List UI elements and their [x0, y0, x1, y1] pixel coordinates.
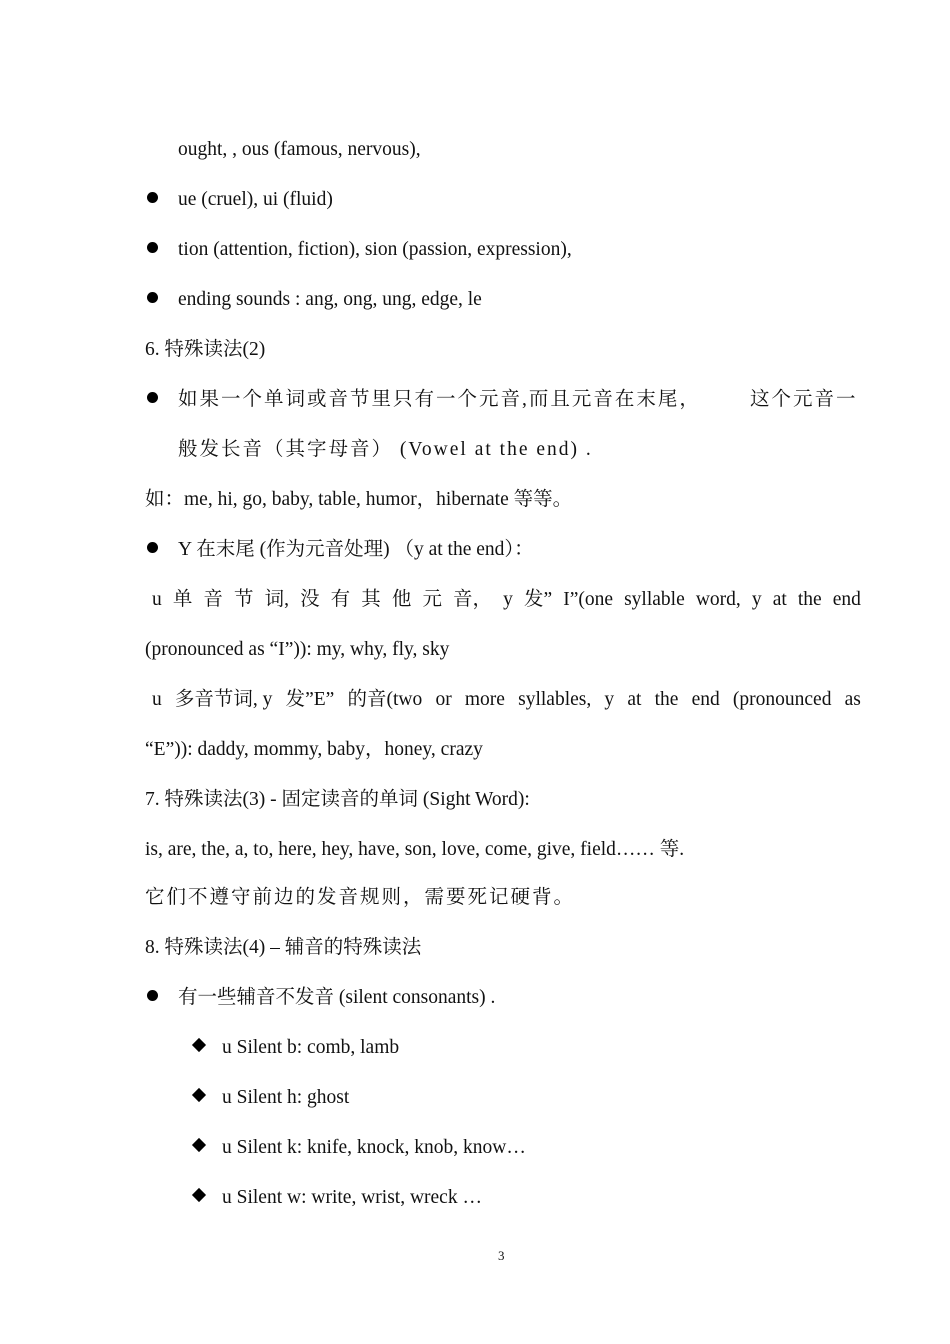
example-line: 如：me, hi, go, baby, table, humor，hibernate 等等。	[145, 489, 573, 510]
word: (pronounced	[732, 689, 832, 710]
word: end	[832, 589, 861, 610]
section-heading: 6. 特殊读法(2)	[145, 339, 266, 360]
sub-bullet-text: u Silent b: comb, lamb	[222, 1037, 400, 1058]
word: y	[604, 689, 615, 710]
bullet-text: ending sounds : ang, ong, ung, edge, le	[178, 289, 482, 310]
word: end	[691, 689, 720, 710]
sub-bullet-text: u Silent h: ghost	[222, 1087, 350, 1108]
word: word,	[695, 589, 741, 610]
word: 没	[300, 589, 320, 610]
page-number: 3	[498, 1248, 505, 1263]
bullet-icon	[147, 392, 158, 403]
word: 音	[203, 589, 223, 610]
word: I”(one	[563, 589, 614, 610]
bullet-text: 有一些辅音不发音 (silent consonants) .	[178, 987, 496, 1008]
word: the	[797, 589, 822, 610]
justified-line	[152, 686, 861, 714]
bullet-icon	[147, 990, 158, 1001]
text-line: (pronounced as “I”)): my, why, fly, sky	[145, 639, 450, 660]
word: more	[464, 689, 505, 710]
sub-bullet-text: u Silent k: knife, knock, knob, know…	[222, 1137, 526, 1158]
sub-bullet-text: u Silent w: write, wrist, wreck …	[222, 1187, 482, 1208]
word: y	[751, 589, 762, 610]
word: syllables,	[518, 689, 592, 710]
word: 其	[361, 589, 381, 610]
bullet-text: Y 在末尾 (作为元音处理) （y at the end）：	[178, 539, 534, 560]
word: 节	[234, 589, 254, 610]
word: 有	[330, 589, 351, 610]
bullet-icon	[147, 292, 158, 303]
bullet-icon	[147, 242, 158, 253]
text-line: ought, , ous (famous, nervous),	[178, 139, 421, 160]
text-line: is, are, the, a, to, here, hey, have, son, love, come, give, field…… 等.	[145, 839, 685, 860]
word: 的音(two	[347, 689, 423, 710]
bullet-text: ue (cruel), ui (fluid)	[178, 189, 333, 210]
word: the	[654, 689, 679, 710]
bullet-icon	[147, 542, 158, 553]
word: at	[627, 689, 642, 710]
bullet-text-line2: 般发长音（其字母音） (Vowel at the end) .	[178, 439, 593, 460]
word: y	[503, 589, 513, 610]
diamond-bullet-icon	[192, 1038, 206, 1052]
text-line: 它们不遵守前边的发音规则，需要死记硬背。	[145, 887, 576, 908]
word: 多音节词, y	[174, 689, 273, 710]
word: 元	[422, 589, 442, 610]
justified-line	[152, 586, 861, 614]
bullet-icon	[147, 192, 158, 203]
word: at	[772, 589, 787, 610]
text-line: “E”)): daddy, mommy, baby，honey, crazy	[145, 739, 483, 760]
section-heading: 7. 特殊读法(3) - 固定读音的单词 (Sight Word):	[145, 789, 530, 810]
word: 单	[172, 589, 193, 610]
diamond-bullet-icon	[192, 1138, 206, 1152]
word: 他	[391, 589, 412, 610]
word: u	[152, 589, 162, 610]
word: u	[152, 689, 162, 710]
diamond-bullet-icon	[192, 1088, 206, 1102]
word: 词,	[264, 589, 289, 610]
word: or	[435, 689, 452, 710]
word: as	[844, 689, 861, 710]
diamond-bullet-icon	[192, 1188, 206, 1202]
word: syllable	[624, 589, 685, 610]
word: 发”	[523, 589, 553, 610]
section-heading: 8. 特殊读法(4) – 辅音的特殊读法	[145, 937, 422, 958]
word: 发”E”	[285, 689, 335, 710]
bullet-text: 如果一个单词或音节里只有一个元音,而且元音在末尾，	[178, 389, 701, 410]
bullet-text-continued: 这个元音一	[750, 389, 858, 410]
bullet-text: tion (attention, fiction), sion (passion, expression),	[178, 239, 572, 260]
word: 音，	[453, 589, 493, 610]
